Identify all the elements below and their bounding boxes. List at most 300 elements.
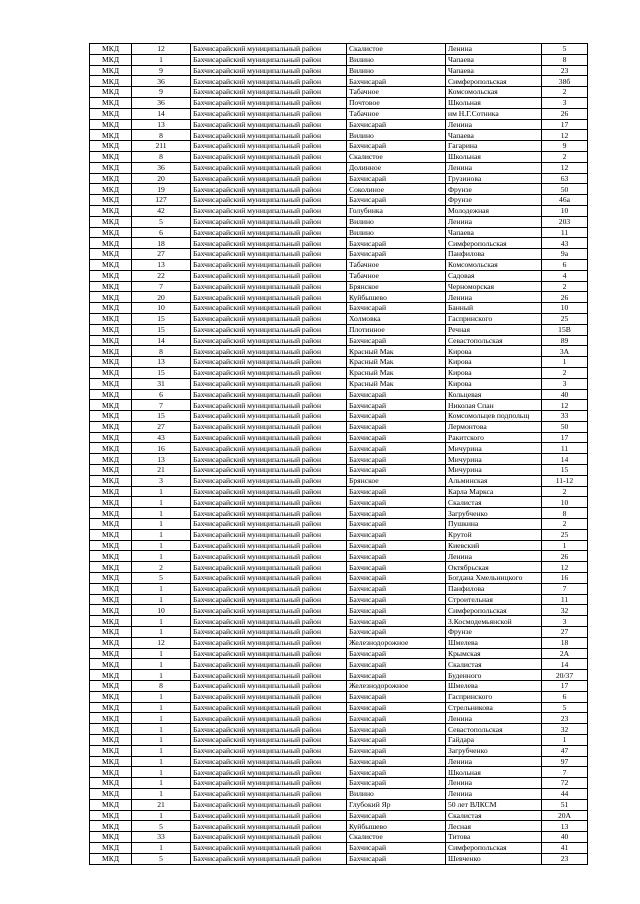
locality-cell: Бахчисарай	[347, 454, 446, 465]
count-cell: 1	[132, 767, 191, 778]
district-cell: Бахчисарайский муниципальный район	[191, 832, 347, 843]
street-cell: Чапаева	[446, 130, 542, 141]
table-row	[90, 270, 588, 281]
street-cell: Шмелева	[446, 681, 542, 692]
locality-cell: Бахчисарай	[347, 443, 446, 454]
count-cell: 22	[132, 270, 191, 281]
table-row	[90, 519, 588, 530]
table-row	[90, 573, 588, 584]
type-cell: МКД	[90, 195, 132, 206]
type-cell: МКД	[90, 54, 132, 65]
locality-cell: Плотинное	[347, 324, 446, 335]
locality-cell: Бахчисарай	[347, 691, 446, 702]
type-cell: МКД	[90, 44, 132, 55]
house-cell: 1	[542, 357, 588, 368]
type-cell: МКД	[90, 702, 132, 713]
street-cell: Ленина	[446, 551, 542, 562]
table-row	[90, 313, 588, 324]
street-cell: Лесная	[446, 821, 542, 832]
locality-cell: Бахчисарай	[347, 670, 446, 681]
type-cell: МКД	[90, 421, 132, 432]
district-cell: Бахчисарайский муниципальный район	[191, 259, 347, 270]
table-row	[90, 616, 588, 627]
district-cell: Бахчисарайский муниципальный район	[191, 465, 347, 476]
locality-cell: Скалистое	[347, 44, 446, 55]
district-cell: Бахчисарайский муниципальный район	[191, 724, 347, 735]
table-row	[90, 162, 588, 173]
district-cell: Бахчисарайский муниципальный район	[191, 97, 347, 108]
street-cell: Мичурина	[446, 454, 542, 465]
street-cell: Садовая	[446, 270, 542, 281]
count-cell: 211	[132, 141, 191, 152]
street-cell: Гагарина	[446, 141, 542, 152]
count-cell: 1	[132, 529, 191, 540]
house-cell: 9	[542, 141, 588, 152]
type-cell: МКД	[90, 119, 132, 130]
table-row	[90, 756, 588, 767]
table-row	[90, 44, 588, 55]
house-cell: 72	[542, 778, 588, 789]
street-cell: Ленина	[446, 756, 542, 767]
house-cell: 20А	[542, 810, 588, 821]
locality-cell: Бахчисарай	[347, 508, 446, 519]
district-cell: Бахчисарайский муниципальный район	[191, 443, 347, 454]
house-cell: 17	[542, 119, 588, 130]
house-cell: 203	[542, 216, 588, 227]
locality-cell: Бахчисарай	[347, 810, 446, 821]
locality-cell: Бахчисарай	[347, 756, 446, 767]
district-cell: Бахчисарайский муниципальный район	[191, 367, 347, 378]
count-cell: 1	[132, 54, 191, 65]
district-cell: Бахчисарайский муниципальный район	[191, 821, 347, 832]
street-cell: Симферопольская	[446, 238, 542, 249]
street-cell: Кирова	[446, 367, 542, 378]
house-cell: 26	[542, 292, 588, 303]
street-cell: Комсомольская	[446, 259, 542, 270]
district-cell: Бахчисарайский муниципальный район	[191, 173, 347, 184]
type-cell: МКД	[90, 141, 132, 152]
table-row	[90, 173, 588, 184]
type-cell: МКД	[90, 756, 132, 767]
locality-cell: Вилино	[347, 54, 446, 65]
house-cell: 44	[542, 788, 588, 799]
district-cell: Бахчисарайский муниципальный район	[191, 87, 347, 98]
locality-cell: Вилино	[347, 788, 446, 799]
type-cell: МКД	[90, 97, 132, 108]
street-cell: Крутой	[446, 529, 542, 540]
street-cell: им Н.Г.Сотника	[446, 108, 542, 119]
street-cell: Панфилова	[446, 249, 542, 260]
table-row	[90, 637, 588, 648]
count-cell: 14	[132, 335, 191, 346]
district-cell: Бахчисарайский муниципальный район	[191, 292, 347, 303]
locality-cell: Бахчисарай	[347, 465, 446, 476]
district-cell: Бахчисарайский муниципальный район	[191, 205, 347, 216]
locality-cell: Табачное	[347, 270, 446, 281]
house-cell: 3	[542, 616, 588, 627]
type-cell: МКД	[90, 367, 132, 378]
street-cell: Мичурина	[446, 443, 542, 454]
document-page	[89, 43, 581, 865]
table-row	[90, 346, 588, 357]
count-cell: 18	[132, 238, 191, 249]
count-cell: 1	[132, 810, 191, 821]
district-cell: Бахчисарайский муниципальный район	[191, 44, 347, 55]
district-cell: Бахчисарайский муниципальный район	[191, 162, 347, 173]
count-cell: 7	[132, 400, 191, 411]
count-cell: 19	[132, 184, 191, 195]
house-cell: 38б	[542, 76, 588, 87]
table-row	[90, 151, 588, 162]
street-cell: Севастопольская	[446, 724, 542, 735]
table-row	[90, 130, 588, 141]
count-cell: 1	[132, 724, 191, 735]
house-cell: 14	[542, 659, 588, 670]
district-cell: Бахчисарайский муниципальный район	[191, 735, 347, 746]
count-cell: 1	[132, 713, 191, 724]
type-cell: МКД	[90, 76, 132, 87]
district-cell: Бахчисарайский муниципальный район	[191, 151, 347, 162]
table-row	[90, 184, 588, 195]
street-cell: Скалистая	[446, 659, 542, 670]
table-row	[90, 432, 588, 443]
locality-cell: Почтовое	[347, 97, 446, 108]
type-cell: МКД	[90, 475, 132, 486]
locality-cell: Бахчисарай	[347, 562, 446, 573]
table-row	[90, 702, 588, 713]
count-cell: 1	[132, 486, 191, 497]
locality-cell: Бахчисарай	[347, 486, 446, 497]
street-cell: Николая Спан	[446, 400, 542, 411]
count-cell: 42	[132, 205, 191, 216]
table-row	[90, 508, 588, 519]
type-cell: МКД	[90, 681, 132, 692]
house-cell: 6	[542, 691, 588, 702]
house-cell: 10	[542, 205, 588, 216]
type-cell: МКД	[90, 832, 132, 843]
locality-cell: Бахчисарай	[347, 389, 446, 400]
type-cell: МКД	[90, 670, 132, 681]
table-row	[90, 810, 588, 821]
count-cell: 1	[132, 594, 191, 605]
district-cell: Бахчисарайский муниципальный район	[191, 648, 347, 659]
type-cell: МКД	[90, 313, 132, 324]
table-row	[90, 648, 588, 659]
count-cell: 15	[132, 324, 191, 335]
count-cell: 2	[132, 562, 191, 573]
type-cell: МКД	[90, 400, 132, 411]
house-cell: 12	[542, 130, 588, 141]
street-cell: Киевский	[446, 540, 542, 551]
street-cell: Комсомольская	[446, 87, 542, 98]
table-row	[90, 292, 588, 303]
locality-cell: Бахчисарай	[347, 497, 446, 508]
locality-cell: Бахчисарай	[347, 713, 446, 724]
district-cell: Бахчисарайский муниципальный район	[191, 54, 347, 65]
type-cell: МКД	[90, 842, 132, 853]
street-cell: Молодежная	[446, 205, 542, 216]
locality-cell: Бахчисарай	[347, 238, 446, 249]
district-cell: Бахчисарайский муниципальный район	[191, 270, 347, 281]
street-cell: Симферопольская	[446, 605, 542, 616]
table-row	[90, 562, 588, 573]
count-cell: 1	[132, 756, 191, 767]
house-cell: 7	[542, 767, 588, 778]
district-cell: Бахчисарайский муниципальный район	[191, 842, 347, 853]
house-cell: 5	[542, 702, 588, 713]
type-cell: МКД	[90, 529, 132, 540]
street-cell: Ракитского	[446, 432, 542, 443]
count-cell: 1	[132, 702, 191, 713]
table-row	[90, 540, 588, 551]
table-row	[90, 249, 588, 260]
locality-cell: Красный Мак	[347, 378, 446, 389]
street-cell: Банный	[446, 303, 542, 314]
type-cell: МКД	[90, 745, 132, 756]
type-cell: МКД	[90, 713, 132, 724]
house-cell: 2	[542, 367, 588, 378]
locality-cell: Глубокий Яр	[347, 799, 446, 810]
district-cell: Бахчисарайский муниципальный район	[191, 508, 347, 519]
locality-cell: Вилино	[347, 65, 446, 76]
locality-cell: Скалистое	[347, 151, 446, 162]
type-cell: МКД	[90, 627, 132, 638]
count-cell: 1	[132, 691, 191, 702]
street-cell: Гаспринского	[446, 313, 542, 324]
district-cell: Бахчисарайский муниципальный район	[191, 65, 347, 76]
count-cell: 8	[132, 151, 191, 162]
locality-cell: Бахчисарай	[347, 735, 446, 746]
district-cell: Бахчисарайский муниципальный район	[191, 141, 347, 152]
locality-cell: Бахчисарай	[347, 335, 446, 346]
table-row	[90, 799, 588, 810]
count-cell: 15	[132, 367, 191, 378]
count-cell: 13	[132, 119, 191, 130]
locality-cell: Красный Мак	[347, 357, 446, 368]
count-cell: 15	[132, 411, 191, 422]
street-cell: Школьная	[446, 97, 542, 108]
locality-cell: Красный Мак	[347, 346, 446, 357]
table-row	[90, 54, 588, 65]
type-cell: МКД	[90, 292, 132, 303]
street-cell: Загрубченко	[446, 745, 542, 756]
table-row	[90, 486, 588, 497]
count-cell: 1	[132, 745, 191, 756]
house-cell: 3	[542, 378, 588, 389]
type-cell: МКД	[90, 486, 132, 497]
table-row	[90, 691, 588, 702]
count-cell: 7	[132, 281, 191, 292]
district-cell: Бахчисарайский муниципальный район	[191, 562, 347, 573]
locality-cell: Железнодорожное	[347, 637, 446, 648]
district-cell: Бахчисарайский муниципальный район	[191, 853, 347, 864]
type-cell: МКД	[90, 605, 132, 616]
locality-cell: Бахчисарай	[347, 119, 446, 130]
type-cell: МКД	[90, 108, 132, 119]
house-cell: 8	[542, 54, 588, 65]
district-cell: Бахчисарайский муниципальный район	[191, 627, 347, 638]
type-cell: МКД	[90, 724, 132, 735]
district-cell: Бахчисарайский муниципальный район	[191, 659, 347, 670]
district-cell: Бахчисарайский муниципальный район	[191, 454, 347, 465]
district-cell: Бахчисарайский муниципальный район	[191, 227, 347, 238]
table-row	[90, 303, 588, 314]
table-row	[90, 421, 588, 432]
type-cell: МКД	[90, 767, 132, 778]
table-row	[90, 389, 588, 400]
type-cell: МКД	[90, 853, 132, 864]
street-cell: Крымская	[446, 648, 542, 659]
house-cell: 33	[542, 411, 588, 422]
table-row	[90, 821, 588, 832]
street-cell: Ленина	[446, 778, 542, 789]
district-cell: Бахчисарайский муниципальный район	[191, 357, 347, 368]
district-cell: Бахчисарайский муниципальный район	[191, 605, 347, 616]
street-cell: 50 лет ВЛКСМ	[446, 799, 542, 810]
street-cell: Ленина	[446, 216, 542, 227]
house-cell: 10	[542, 497, 588, 508]
count-cell: 1	[132, 659, 191, 670]
street-cell: Школьная	[446, 151, 542, 162]
district-cell: Бахчисарайский муниципальный район	[191, 421, 347, 432]
street-cell: Ленина	[446, 119, 542, 130]
table-row	[90, 583, 588, 594]
house-cell: 1	[542, 735, 588, 746]
locality-cell: Бахчисарай	[347, 249, 446, 260]
table-row	[90, 670, 588, 681]
district-cell: Бахчисарайский муниципальный район	[191, 475, 347, 486]
locality-cell: Бахчисарай	[347, 76, 446, 87]
street-cell: Богдана Хмельницкого	[446, 573, 542, 584]
count-cell: 15	[132, 313, 191, 324]
type-cell: МКД	[90, 454, 132, 465]
count-cell: 36	[132, 76, 191, 87]
count-cell: 1	[132, 842, 191, 853]
count-cell: 1	[132, 670, 191, 681]
locality-cell: Железнодорожное	[347, 681, 446, 692]
locality-cell: Бахчисарай	[347, 767, 446, 778]
house-cell: 63	[542, 173, 588, 184]
house-cell: 17	[542, 681, 588, 692]
locality-cell: Скалистое	[347, 832, 446, 843]
table-row	[90, 735, 588, 746]
house-cell: 11	[542, 594, 588, 605]
table-row	[90, 227, 588, 238]
type-cell: МКД	[90, 335, 132, 346]
type-cell: МКД	[90, 249, 132, 260]
house-cell: 41	[542, 842, 588, 853]
district-cell: Бахчисарайский муниципальный район	[191, 778, 347, 789]
house-cell: 25	[542, 529, 588, 540]
district-cell: Бахчисарайский муниципальный район	[191, 681, 347, 692]
house-cell: 23	[542, 713, 588, 724]
type-cell: МКД	[90, 691, 132, 702]
district-cell: Бахчисарайский муниципальный район	[191, 411, 347, 422]
type-cell: МКД	[90, 443, 132, 454]
house-cell: 11	[542, 227, 588, 238]
street-cell: Стрельникова	[446, 702, 542, 713]
street-cell: Ленина	[446, 162, 542, 173]
type-cell: МКД	[90, 324, 132, 335]
table-row	[90, 119, 588, 130]
house-cell: 25	[542, 313, 588, 324]
house-cell: 51	[542, 799, 588, 810]
street-cell: Мичурина	[446, 465, 542, 476]
street-cell: Чапаева	[446, 54, 542, 65]
house-cell: 1	[542, 540, 588, 551]
house-cell: 32	[542, 724, 588, 735]
locality-cell: Бахчисарай	[347, 411, 446, 422]
district-cell: Бахчисарайский муниципальный район	[191, 670, 347, 681]
locality-cell: Вилино	[347, 227, 446, 238]
count-cell: 12	[132, 637, 191, 648]
table-row	[90, 357, 588, 368]
type-cell: МКД	[90, 411, 132, 422]
locality-cell: Бахчисарай	[347, 842, 446, 853]
count-cell: 36	[132, 162, 191, 173]
house-cell: 2	[542, 486, 588, 497]
type-cell: МКД	[90, 497, 132, 508]
district-cell: Бахчисарайский муниципальный район	[191, 335, 347, 346]
type-cell: МКД	[90, 735, 132, 746]
street-cell: Пушкина	[446, 519, 542, 530]
count-cell: 1	[132, 735, 191, 746]
house-cell: 15	[542, 465, 588, 476]
count-cell: 6	[132, 227, 191, 238]
table-row	[90, 681, 588, 692]
house-cell: 23	[542, 853, 588, 864]
table-row	[90, 713, 588, 724]
type-cell: МКД	[90, 184, 132, 195]
district-cell: Бахчисарайский муниципальный район	[191, 551, 347, 562]
house-cell: 40	[542, 832, 588, 843]
table-row	[90, 745, 588, 756]
district-cell: Бахчисарайский муниципальный район	[191, 540, 347, 551]
district-cell: Бахчисарайский муниципальный район	[191, 378, 347, 389]
locality-cell: Соколиное	[347, 184, 446, 195]
count-cell: 20	[132, 173, 191, 184]
table-row	[90, 853, 588, 864]
count-cell: 5	[132, 821, 191, 832]
count-cell: 1	[132, 508, 191, 519]
street-cell: З.Космодемьянской	[446, 616, 542, 627]
district-cell: Бахчисарайский муниципальный район	[191, 529, 347, 540]
type-cell: МКД	[90, 562, 132, 573]
type-cell: МКД	[90, 821, 132, 832]
locality-cell: Бахчисарай	[347, 432, 446, 443]
count-cell: 43	[132, 432, 191, 443]
street-cell: Фрунзе	[446, 195, 542, 206]
table-row	[90, 465, 588, 476]
locality-cell: Брянское	[347, 281, 446, 292]
table-row	[90, 141, 588, 152]
district-cell: Бахчисарайский муниципальный район	[191, 767, 347, 778]
count-cell: 14	[132, 108, 191, 119]
locality-cell: Табачное	[347, 108, 446, 119]
table-row	[90, 216, 588, 227]
street-cell: Гаспринского	[446, 691, 542, 702]
type-cell: МКД	[90, 659, 132, 670]
type-cell: МКД	[90, 465, 132, 476]
street-cell: Загрубченко	[446, 508, 542, 519]
locality-cell: Долинное	[347, 162, 446, 173]
house-cell: 12	[542, 400, 588, 411]
district-cell: Бахчисарайский муниципальный район	[191, 216, 347, 227]
table-row	[90, 659, 588, 670]
count-cell: 33	[132, 832, 191, 843]
street-cell: Кирова	[446, 378, 542, 389]
count-cell: 5	[132, 853, 191, 864]
